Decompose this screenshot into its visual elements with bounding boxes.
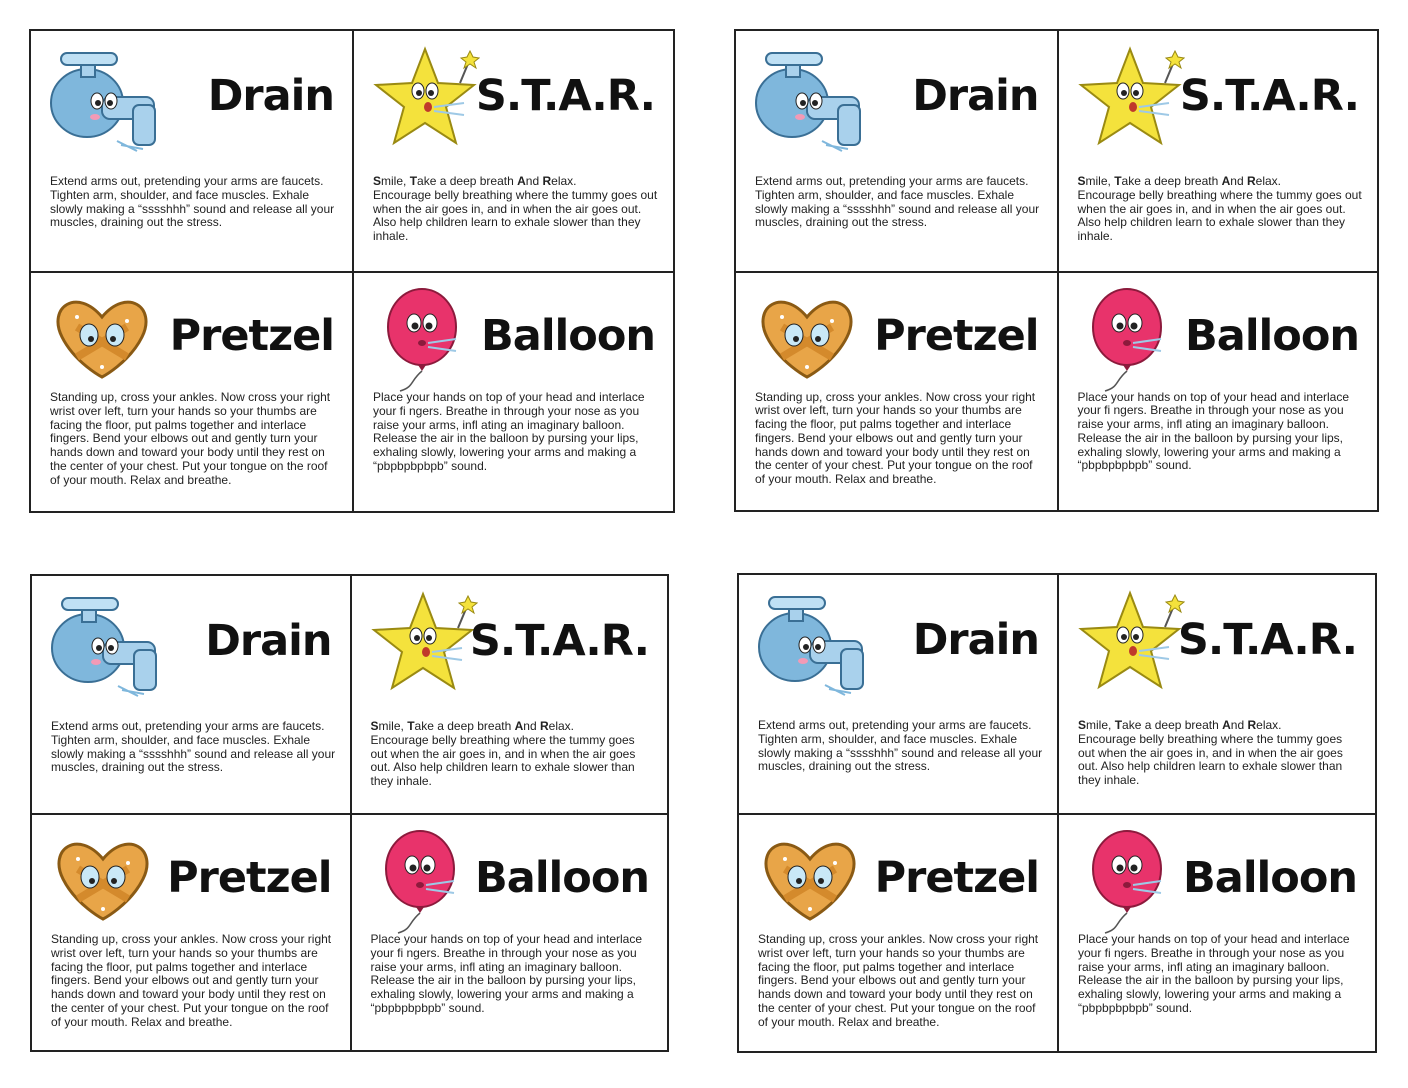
star-title: S.T.A.R. [475,71,655,121]
star-text [373,175,659,244]
drain-title: Drain [912,71,1039,121]
star-title: S.T.A.R. [1179,71,1359,121]
drain-title: Drain [912,615,1039,665]
pretzel-text: Standing up, cross your ankles. Now cross your right wrist over left, turn your hands so your thumbs are facing the floor, put palms together and interlace fingers. Bend your elbows out and gently turn your hands down and toward your body until they rest on the center of your chest. Put your tongue on the roof of your mouth. Relax and breathe. [51,932,332,1029]
pretzel-card [736,271,1057,511]
balloon-card [1057,271,1378,511]
card-sheet-bottom-right [737,573,1377,1053]
drain-text: Extend arms out, pretending your arms are faucets. Tighten arm, shoulder, and face muscles. Exhale slowly making a “sssshhh” sound and release all your muscles, draining out the stress. [51,719,336,775]
star-description: Encourage belly breathing where the tummy goes out when the air goes in, and in when the air goes out. Also help children learn to exhale slower than they inhale. [1077,187,1362,244]
star-card [1057,575,1375,813]
star-acronym: Smile, Take a deep breath And Relax. [1077,174,1281,188]
drain-card [739,575,1057,813]
card-sheet-top-right [734,29,1379,512]
drain-title: Drain [205,616,332,666]
star-text [1078,175,1364,244]
pretzel-text: Standing up, cross your ankles. Now cross your right wrist over left, turn your hands so your thumbs are facing the floor, put palms together and interlace fingers. Bend your elbows out and gently turn your hands down and toward your body until they rest on the center of your chest. Put your tongue on the roof of your mouth. Relax and breathe. [758,932,1039,1029]
star-card [1057,31,1378,271]
drain-card [32,576,350,813]
pretzel-title: Pretzel [167,853,332,903]
star-card [350,576,668,813]
balloon-card [350,813,668,1050]
drain-card [31,31,352,271]
drain-text: Extend arms out, pretending your arms are faucets. Tighten arm, shoulder, and face muscles. Exhale slowly making a “sssshhh” sound and release all your muscles, draining out the stress. [50,174,335,230]
pretzel-card [32,813,350,1050]
pretzel-title: Pretzel [169,311,334,361]
star-card [352,31,673,271]
star-title: S.T.A.R. [469,616,649,666]
star-description: Encourage belly breathing where the tummy goes out when the air goes in, and in when the air goes out. Also help children learn to exhale slower than they inhale. [370,732,636,789]
star-title: S.T.A.R. [1177,615,1357,665]
star-text [1078,719,1361,788]
star-description: Encourage belly breathing where the tummy goes out when the air goes in, and in when the air goes out. Also help children learn to exhale slower than they inhale. [1078,731,1343,788]
balloon-title: Balloon [475,853,649,903]
pretzel-title: Pretzel [874,853,1039,903]
star-description: Encourage belly breathing where the tummy goes out when the air goes in, and in when the air goes out. Also help children learn to exhale slower than they inhale. [373,187,658,244]
drain-card [736,31,1057,271]
pretzel-text: Standing up, cross your ankles. Now cross your right wrist over left, turn your hands so your thumbs are facing the floor, put palms together and interlace fingers. Bend your elbows out and gently turn your hands down and toward your body until they rest on the center of your chest. Put your tongue on the roof of your mouth. Relax and breathe. [755,389,1036,487]
card-sheet-top-left [29,29,675,513]
drain-text: Extend arms out, pretending your arms are faucets. Tighten arm, shoulder, and face muscles. Exhale slowly making a “sssshhh” sound and release all your muscles, draining out the stress. [758,718,1043,774]
pretzel-text: Standing up, cross your ankles. Now cross your right wrist over left, turn your hands so your thumbs are facing the floor, put palms together and interlace fingers. Bend your elbows out and gently turn your hands down and toward your body until they rest on the center of your chest. Put your tongue on the roof of your mouth. Relax and breathe. [50,390,331,487]
balloon-title: Balloon [1185,310,1359,361]
balloon-card [1057,813,1375,1051]
star-acronym: Smile, Take a deep breath And Relax. [370,719,574,733]
pretzel-card [31,271,352,511]
drain-title: Drain [207,71,334,121]
balloon-title: Balloon [481,311,655,361]
balloon-card [352,271,673,511]
pretzel-title: Pretzel [874,310,1039,361]
card-sheet-bottom-left [30,574,669,1052]
balloon-text: Place your hands on top of your head and interlace your fi ngers. Breathe in through your nose as you raise your arms, infl ating an imaginary balloon. Release the air in the balloon by pursing your lips, exhaling slowly, lowering your arms and making a “pbpbpbpbpb” sound. [1078,932,1350,1015]
drain-text: Extend arms out, pretending your arms are faucets. Tighten arm, shoulder, and face muscles. Exhale slowly making a “sssshhh” sound and release all your muscles, draining out the stress. [755,174,1040,230]
balloon-title: Balloon [1183,853,1357,903]
star-acronym: Smile, Take a deep breath And Relax. [373,174,577,188]
pretzel-card [739,813,1057,1051]
star-acronym: Smile, Take a deep breath And Relax. [1078,718,1282,732]
balloon-text: Place your hands on top of your head and interlace your fi ngers. Breathe in through your nose as you raise your arms, infl ating an imaginary balloon. Release the air in the balloon by pursing your lips, exhaling slowly, lowering your arms and making a “pbpbpbpbpb” sound. [370,932,643,1015]
balloon-text: Place your hands on top of your head and interlace your fi ngers. Breathe in through your nose as you raise your arms, infl ating an imaginary balloon. Release the air in the balloon by pursing your lips, exhaling slowly, lowering your arms and making a “pbpbpbpbpb” sound. [373,390,645,473]
star-text [371,720,654,789]
balloon-text: Place your hands on top of your head and interlace your fi ngers. Breathe in through your nose as you raise your arms, infl ating an imaginary balloon. Release the air in the balloon by pursing your lips, exhaling slowly, lowering your arms and making a “pbpbpbpbpb” sound. [1077,389,1350,473]
